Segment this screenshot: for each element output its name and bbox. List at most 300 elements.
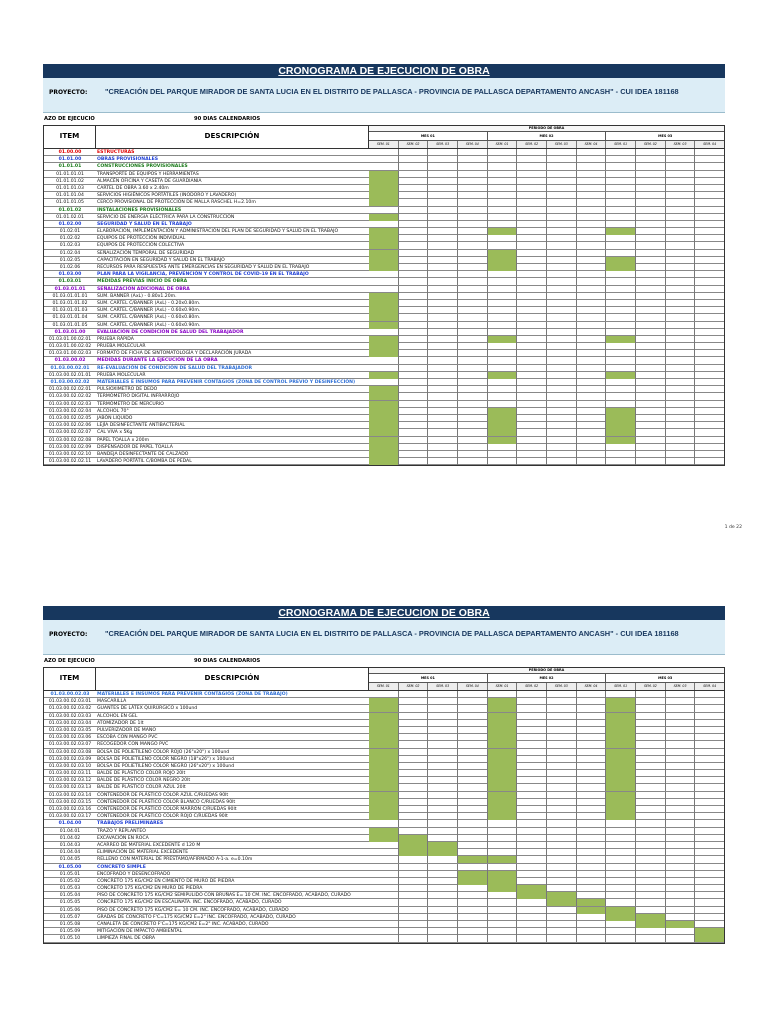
gantt-bar-cell xyxy=(606,907,636,914)
gantt-empty-cell xyxy=(458,379,488,386)
gantt-empty-cell xyxy=(606,350,636,357)
gantt-empty-cell xyxy=(666,429,696,436)
gantt-cells xyxy=(369,408,724,415)
gantt-empty-cell xyxy=(517,756,547,763)
gantt-empty-cell xyxy=(517,401,547,408)
gantt-empty-cell xyxy=(399,921,429,928)
gantt-empty-cell xyxy=(488,242,518,249)
gantt-empty-cell xyxy=(695,235,724,242)
gantt-empty-cell xyxy=(636,401,666,408)
gantt-empty-cell xyxy=(428,828,458,835)
gantt-empty-cell xyxy=(458,286,488,293)
gantt-empty-cell xyxy=(695,228,724,235)
gantt-empty-cell xyxy=(428,357,458,364)
gantt-empty-cell xyxy=(428,329,458,336)
gantt-empty-cell xyxy=(636,871,666,878)
gantt-empty-cell xyxy=(517,705,547,712)
table-row xyxy=(44,871,724,878)
item-description: SUM. CARTEL C/BANNER (AxL) - 0.60x0.90m. xyxy=(97,322,201,328)
gantt-empty-cell xyxy=(458,799,488,806)
gantt-empty-cell xyxy=(695,777,724,784)
gantt-cells xyxy=(369,914,724,921)
gantt-empty-cell xyxy=(636,214,666,221)
item-code: 01.05.09 xyxy=(59,929,81,935)
item-code: 01.03.01.00 xyxy=(54,329,86,335)
gantt-empty-cell xyxy=(577,842,607,849)
gantt-empty-cell xyxy=(606,899,636,906)
gantt-empty-cell xyxy=(666,178,696,185)
gantt-empty-cell xyxy=(666,899,696,906)
gantt-empty-cell xyxy=(458,691,488,698)
gantt-empty-cell xyxy=(695,422,724,429)
gantt-empty-cell xyxy=(695,792,724,799)
gantt-empty-cell xyxy=(606,329,636,336)
gantt-empty-cell xyxy=(666,343,696,350)
gantt-cells xyxy=(369,799,724,806)
gantt-empty-cell xyxy=(458,914,488,921)
gantt-empty-cell xyxy=(517,458,547,465)
gantt-empty-cell xyxy=(606,235,636,242)
item-code: 01.01.01.05 xyxy=(56,200,84,206)
gantt-empty-cell xyxy=(517,271,547,278)
gantt-empty-cell xyxy=(636,770,666,777)
gantt-empty-cell xyxy=(369,163,399,170)
gantt-empty-cell xyxy=(577,792,607,799)
gantt-empty-cell xyxy=(695,437,724,444)
gantt-empty-cell xyxy=(547,458,577,465)
item-description: EXCAVACIÓN EN ROCA xyxy=(97,835,149,841)
gantt-bar-cell xyxy=(369,720,399,727)
gantt-cells xyxy=(369,357,724,364)
gantt-bar-cell xyxy=(399,835,429,842)
week-header: SEM. 03 xyxy=(547,141,577,148)
item-code: 01.03.00.02.03.15 xyxy=(48,799,92,805)
gantt-empty-cell xyxy=(577,429,607,436)
gantt-cells xyxy=(369,935,724,942)
gantt-empty-cell xyxy=(666,192,696,199)
gantt-cells xyxy=(369,293,724,300)
gantt-empty-cell xyxy=(428,784,458,791)
gantt-empty-cell xyxy=(636,842,666,849)
gantt-bar-cell xyxy=(369,228,399,235)
item-description: MEDIDAS PREVIAS INICIO DE OBRA xyxy=(97,279,188,285)
gantt-empty-cell xyxy=(577,885,607,892)
gantt-empty-cell xyxy=(666,444,696,451)
gantt-empty-cell xyxy=(399,242,429,249)
item-description: RELLENO CON MATERIAL DE PRESTAMO/AFIRMADO A-1-a. e=0.10m xyxy=(97,857,253,863)
gantt-empty-cell xyxy=(428,221,458,228)
gantt-empty-cell xyxy=(636,293,666,300)
gantt-empty-cell xyxy=(695,207,724,214)
item-description: SEGURIDAD Y SALUD EN EL TRABAJO xyxy=(97,221,192,227)
week-headers xyxy=(369,683,724,690)
gantt-empty-cell xyxy=(428,393,458,400)
item-code: 01.03.00.02.02.05 xyxy=(48,415,92,421)
gantt-empty-cell xyxy=(577,835,607,842)
gantt-empty-cell xyxy=(695,329,724,336)
item-code: 01.03.01.00.02.02 xyxy=(48,344,92,350)
gantt-bar-cell xyxy=(369,393,399,400)
gantt-empty-cell xyxy=(488,458,518,465)
gantt-cells xyxy=(369,885,724,892)
gantt-empty-cell xyxy=(606,871,636,878)
gantt-empty-cell xyxy=(428,365,458,372)
item-description: EVALUACIÓN DE CONDICIÓN DE SALUD DEL TRABAJADOR xyxy=(97,329,244,335)
gantt-empty-cell xyxy=(547,698,577,705)
gantt-empty-cell xyxy=(458,763,488,770)
gantt-empty-cell xyxy=(666,415,696,422)
item-description: PAPEL TOALLA x 200m xyxy=(97,437,150,443)
gantt-empty-cell xyxy=(636,458,666,465)
item-code: 01.00.00 xyxy=(58,150,82,155)
gantt-bar-cell xyxy=(606,408,636,415)
item-code: 01.02.03 xyxy=(59,243,81,249)
gantt-empty-cell xyxy=(517,207,547,214)
gantt-cells xyxy=(369,185,724,192)
gantt-empty-cell xyxy=(399,343,429,350)
item-code: 01.03.00.02.03.12 xyxy=(48,778,92,784)
gantt-empty-cell xyxy=(695,713,724,720)
gantt-bar-cell xyxy=(369,429,399,436)
gantt-empty-cell xyxy=(517,350,547,357)
gantt-empty-cell xyxy=(547,713,577,720)
gantt-empty-cell xyxy=(636,163,666,170)
gantt-empty-cell xyxy=(577,264,607,271)
item-description: SUM. BANNER (AxL) - 0.80x1.20m. xyxy=(97,293,177,299)
gantt-empty-cell xyxy=(399,386,429,393)
gantt-empty-cell xyxy=(428,444,458,451)
gantt-empty-cell xyxy=(458,171,488,178)
plazo-row xyxy=(43,655,725,667)
gantt-empty-cell xyxy=(636,386,666,393)
gantt-empty-cell xyxy=(458,756,488,763)
gantt-empty-cell xyxy=(666,749,696,756)
gantt-bar-cell xyxy=(369,350,399,357)
gantt-cells xyxy=(369,698,724,705)
gantt-bar-cell xyxy=(606,727,636,734)
gantt-empty-cell xyxy=(517,278,547,285)
gantt-bar-cell xyxy=(399,849,429,856)
gantt-empty-cell xyxy=(428,336,458,343)
item-description: ALCOHOL 70° xyxy=(97,408,129,414)
item-code: 01.03.00.02.03.10 xyxy=(48,763,92,769)
item-description: CONCRETO 175 KG/CM2 EN ESCALINATA. INC. ENCOFRADO, ACABADO, CURADO xyxy=(97,900,282,906)
gantt-empty-cell xyxy=(399,444,429,451)
gantt-empty-cell xyxy=(577,741,607,748)
gantt-empty-cell xyxy=(369,842,399,849)
gantt-bar-cell xyxy=(488,885,518,892)
gantt-empty-cell xyxy=(399,408,429,415)
gantt-empty-cell xyxy=(517,293,547,300)
gantt-empty-cell xyxy=(488,864,518,871)
gantt-empty-cell xyxy=(517,214,547,221)
gantt-empty-cell xyxy=(458,350,488,357)
gantt-empty-cell xyxy=(695,386,724,393)
gantt-empty-cell xyxy=(666,763,696,770)
gantt-empty-cell xyxy=(458,734,488,741)
gantt-empty-cell xyxy=(517,777,547,784)
item-code: 01.01.01.01 xyxy=(56,171,84,177)
item-code: 01.03.00.02.03.05 xyxy=(48,727,92,733)
gantt-empty-cell xyxy=(636,228,666,235)
gantt-cells xyxy=(369,422,724,429)
week-header: SEM. 04 xyxy=(703,142,717,146)
gantt-empty-cell xyxy=(666,835,696,842)
table-row xyxy=(44,307,724,314)
table-row xyxy=(44,806,724,813)
gantt-empty-cell xyxy=(636,935,666,942)
gantt-bar-cell xyxy=(488,415,518,422)
item-code: 01.03.00.02.03.07 xyxy=(48,742,92,748)
gantt-empty-cell xyxy=(399,401,429,408)
gantt-empty-cell xyxy=(517,437,547,444)
gantt-empty-cell xyxy=(636,907,666,914)
item-code: 01.03.00.02.02.06 xyxy=(48,423,92,429)
gantt-empty-cell xyxy=(399,221,429,228)
gantt-empty-cell xyxy=(577,813,607,820)
gantt-empty-cell xyxy=(636,372,666,379)
gantt-empty-cell xyxy=(577,156,607,163)
gantt-empty-cell xyxy=(547,792,577,799)
item-code: 01.03.01.01.04 xyxy=(52,315,88,321)
gantt-bar-cell xyxy=(369,415,399,422)
gantt-empty-cell xyxy=(399,372,429,379)
gantt-empty-cell xyxy=(517,741,547,748)
gantt-cells xyxy=(369,849,724,856)
gantt-empty-cell xyxy=(636,749,666,756)
gantt-empty-cell xyxy=(458,207,488,214)
gantt-empty-cell xyxy=(458,828,488,835)
gantt-empty-cell xyxy=(547,849,577,856)
gantt-empty-cell xyxy=(547,828,577,835)
gantt-empty-cell xyxy=(695,192,724,199)
gantt-empty-cell xyxy=(606,242,636,249)
gantt-bar-cell xyxy=(606,756,636,763)
gantt-empty-cell xyxy=(428,178,458,185)
gantt-empty-cell xyxy=(577,307,607,314)
gantt-empty-cell xyxy=(517,770,547,777)
item-code: 01.03.01.01.02 xyxy=(52,300,88,306)
gantt-empty-cell xyxy=(636,835,666,842)
gantt-empty-cell xyxy=(517,713,547,720)
gantt-empty-cell xyxy=(695,813,724,820)
gantt-cells xyxy=(369,393,724,400)
table-row xyxy=(44,849,724,856)
gantt-cells xyxy=(369,149,724,156)
table-row xyxy=(44,257,724,264)
table-body xyxy=(44,149,724,465)
gantt-empty-cell xyxy=(488,828,518,835)
gantt-empty-cell xyxy=(428,720,458,727)
gantt-empty-cell xyxy=(666,357,696,364)
item-description: BOLSA DE POLIETILENO COLOR ROJO (26"x20") x 100und xyxy=(97,749,230,755)
gantt-empty-cell xyxy=(517,264,547,271)
gantt-empty-cell xyxy=(547,914,577,921)
gantt-bar-cell xyxy=(369,178,399,185)
gantt-empty-cell xyxy=(636,329,666,336)
gantt-empty-cell xyxy=(547,856,577,863)
gantt-empty-cell xyxy=(547,864,577,871)
table-row xyxy=(44,156,724,163)
gantt-empty-cell xyxy=(636,178,666,185)
gantt-empty-cell xyxy=(577,386,607,393)
gantt-empty-cell xyxy=(636,185,666,192)
gantt-cells xyxy=(369,713,724,720)
gantt-empty-cell xyxy=(488,207,518,214)
week-header: SEM. 03 xyxy=(428,141,458,148)
gantt-bar-cell xyxy=(606,813,636,820)
gantt-empty-cell xyxy=(666,221,696,228)
gantt-bar-cell xyxy=(606,799,636,806)
table-row xyxy=(44,171,724,178)
item-description: ACARREO DE MATERIAL EXCEDENTE d 120 M xyxy=(97,842,201,848)
gantt-empty-cell xyxy=(428,415,458,422)
gantt-cells xyxy=(369,720,724,727)
week-header: SEM. 04 xyxy=(458,683,488,690)
gantt-empty-cell xyxy=(666,828,696,835)
gantt-empty-cell xyxy=(428,185,458,192)
item-code: 01.05.01 xyxy=(59,871,81,877)
gantt-empty-cell xyxy=(488,178,518,185)
item-code: 01.03.01.00.02.01 xyxy=(48,336,92,342)
gantt-empty-cell xyxy=(695,171,724,178)
gantt-empty-cell xyxy=(577,401,607,408)
gantt-empty-cell xyxy=(517,698,547,705)
gantt-empty-cell xyxy=(488,393,518,400)
item-description: CONTENEDOR DE PLÁSTICO COLOR BLANCO C/RUEDAS 90lt xyxy=(97,799,236,805)
item-code: 01.05.03 xyxy=(59,886,81,892)
gantt-empty-cell xyxy=(606,379,636,386)
gantt-empty-cell xyxy=(547,437,577,444)
gantt-empty-cell xyxy=(517,415,547,422)
gantt-empty-cell xyxy=(695,365,724,372)
gantt-empty-cell xyxy=(369,691,399,698)
gantt-empty-cell xyxy=(399,691,429,698)
gantt-empty-cell xyxy=(517,393,547,400)
gantt-empty-cell xyxy=(399,820,429,827)
gantt-empty-cell xyxy=(666,228,696,235)
gantt-empty-cell xyxy=(399,813,429,820)
gantt-empty-cell xyxy=(428,264,458,271)
gantt-empty-cell xyxy=(666,365,696,372)
gantt-cells xyxy=(369,300,724,307)
gantt-empty-cell xyxy=(458,727,488,734)
gantt-empty-cell xyxy=(577,286,607,293)
gantt-empty-cell xyxy=(695,257,724,264)
gantt-empty-cell xyxy=(399,278,429,285)
gantt-empty-cell xyxy=(399,777,429,784)
gantt-cells xyxy=(369,415,724,422)
gantt-bar-cell xyxy=(606,784,636,791)
gantt-empty-cell xyxy=(458,451,488,458)
gantt-cells xyxy=(369,235,724,242)
gantt-empty-cell xyxy=(666,257,696,264)
item-code: 01.03.00.02.03.17 xyxy=(48,814,92,820)
week-header: SEM. 02 xyxy=(636,141,666,148)
gantt-empty-cell xyxy=(695,401,724,408)
gantt-empty-cell xyxy=(547,770,577,777)
gantt-empty-cell xyxy=(399,250,429,257)
gantt-empty-cell xyxy=(547,365,577,372)
gantt-empty-cell xyxy=(458,806,488,813)
gantt-bar-cell xyxy=(606,228,636,235)
gantt-bar-cell xyxy=(369,705,399,712)
gantt-empty-cell xyxy=(666,386,696,393)
gantt-empty-cell xyxy=(606,835,636,842)
gantt-empty-cell xyxy=(399,856,429,863)
gantt-empty-cell xyxy=(636,720,666,727)
gantt-empty-cell xyxy=(695,271,724,278)
item-description: RECURSOS PARA RESPUESTAS ANTE EMERGENCIAS EN SEGURIDAD Y SALUD EN EL TRABAJO xyxy=(97,265,310,270)
gantt-empty-cell xyxy=(636,250,666,257)
gantt-empty-cell xyxy=(695,357,724,364)
gantt-empty-cell xyxy=(488,163,518,170)
item-description: BALDE DE PLÁSTICO COLOR AZUL 20lt xyxy=(97,785,186,791)
gantt-empty-cell xyxy=(606,691,636,698)
gantt-empty-cell xyxy=(458,444,488,451)
item-description: GUANTES DE LÁTEX QUIRÚRGICO x 100und xyxy=(97,706,198,712)
gantt-empty-cell xyxy=(488,379,518,386)
gantt-empty-cell xyxy=(666,207,696,214)
gantt-empty-cell xyxy=(606,278,636,285)
item-code: 01.03.00.02.02.10 xyxy=(48,451,92,457)
gantt-empty-cell xyxy=(428,379,458,386)
gantt-empty-cell xyxy=(428,792,458,799)
gantt-bar-cell xyxy=(369,422,399,429)
gantt-empty-cell xyxy=(666,928,696,935)
gantt-empty-cell xyxy=(488,307,518,314)
gantt-bar-cell xyxy=(369,835,399,842)
gantt-empty-cell xyxy=(606,393,636,400)
item-code: 01.01.01.03 xyxy=(56,185,84,191)
gantt-empty-cell xyxy=(577,777,607,784)
gantt-empty-cell xyxy=(547,257,577,264)
gantt-empty-cell xyxy=(517,386,547,393)
gantt-empty-cell xyxy=(695,451,724,458)
gantt-empty-cell xyxy=(577,856,607,863)
gantt-empty-cell xyxy=(577,422,607,429)
gantt-empty-cell xyxy=(517,792,547,799)
gantt-empty-cell xyxy=(547,250,577,257)
table-row xyxy=(44,422,724,429)
gantt-bar-cell xyxy=(606,372,636,379)
gantt-empty-cell xyxy=(458,192,488,199)
gantt-empty-cell xyxy=(666,372,696,379)
table-row xyxy=(44,293,724,300)
gantt-empty-cell xyxy=(666,842,696,849)
gantt-empty-cell xyxy=(666,720,696,727)
gantt-empty-cell xyxy=(577,228,607,235)
item-description: PRUEBA MOLECULAR xyxy=(97,344,146,350)
week-header: SEM. 02 xyxy=(399,683,429,690)
table-row xyxy=(44,763,724,770)
table-row xyxy=(44,813,724,820)
gantt-cells xyxy=(369,314,724,321)
gantt-empty-cell xyxy=(666,734,696,741)
gantt-cells xyxy=(369,734,724,741)
description-column-header: DESCRIPCIÓN xyxy=(96,668,369,690)
gantt-empty-cell xyxy=(488,691,518,698)
gantt-empty-cell xyxy=(577,300,607,307)
gantt-empty-cell xyxy=(547,705,577,712)
gantt-empty-cell xyxy=(458,741,488,748)
item-description: GRADAS DE CONCRETO F'C=175 KG/CM2 E=2" INC. ENCOFRADO, ACABADO, CURADO xyxy=(97,914,296,920)
gantt-cells xyxy=(369,171,724,178)
gantt-empty-cell xyxy=(666,878,696,885)
gantt-empty-cell xyxy=(488,171,518,178)
gantt-empty-cell xyxy=(428,278,458,285)
gantt-empty-cell xyxy=(547,278,577,285)
